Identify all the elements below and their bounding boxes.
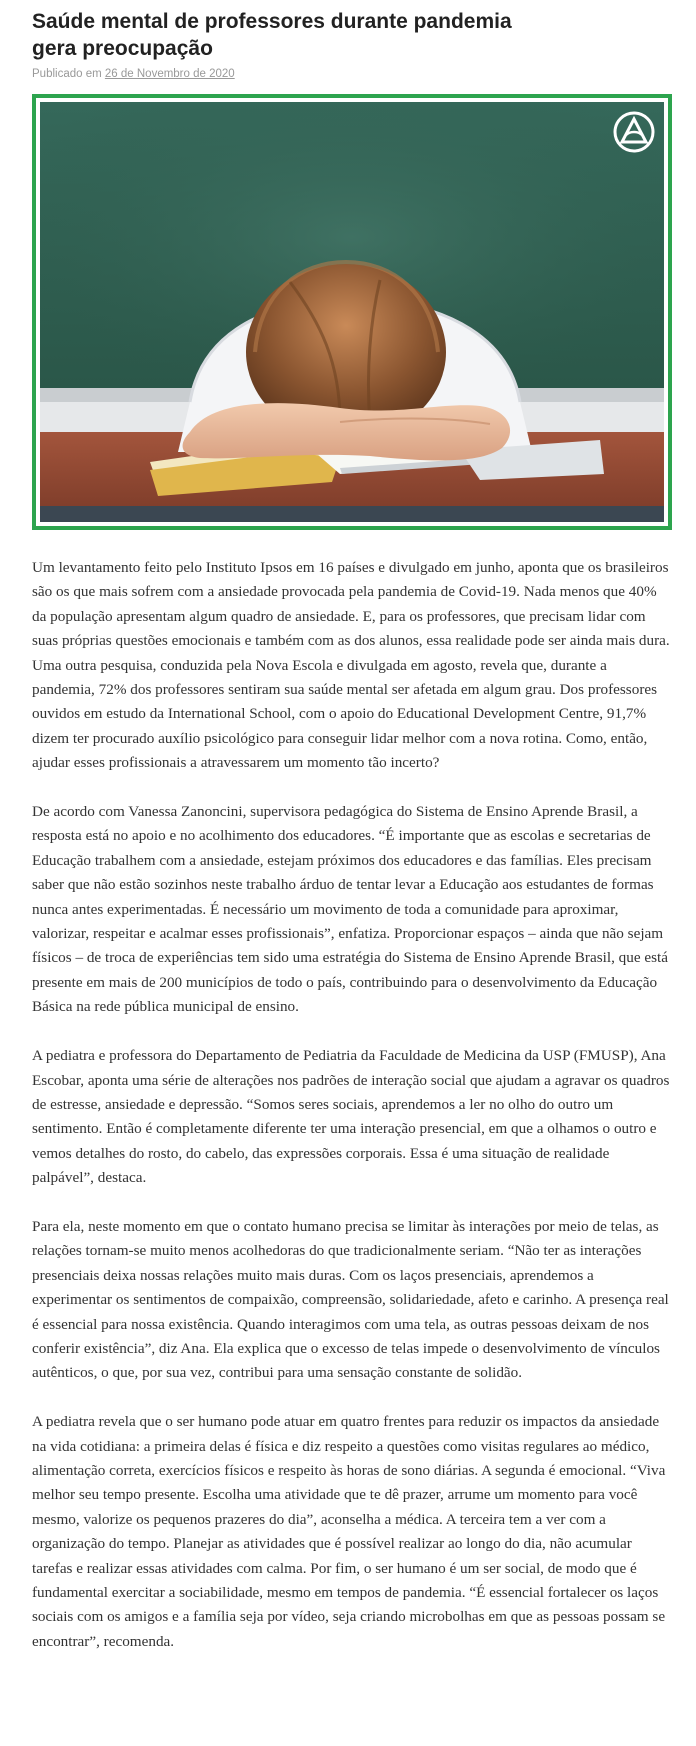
- article-body: [32, 556, 672, 1654]
- published-date-link[interactable]: 26 de Novembro de 2020: [104, 68, 235, 80]
- paragraph-2: De acordo com Vanessa Zanoncini, supervisora pedagógica do Sistema de Ensino Aprende Brasil, a resposta está no apoio e no acolhimento dos educadores. “É importante que as escolas e secretarias de Educação trabalhem com a ansiedade, estejam próximos dos educadores e das famílias. Eles precisam saber que não estão sozinhos neste trabalho árduo de tentar levar a Educação aos estudantes de formas nunca antes experimentadas. É necessário um movimento de toda a comunidade para aproximar, valorizar, respeitar e acalmar esses profissionais”, enfatiza. Proporcionar espaços – ainda que não sejam físicos – de troca de experiências tem sido uma estratégia do Sistema de Ensino Aprende Brasil, que está presente em mais de 200 municípios de todo o país, contribuindo para o desenvolvimento da Educação Básica na rede pública municipal de ensino.: [32, 803, 668, 1016]
- published-prefix: Publicado em: [32, 68, 102, 80]
- paragraph-5: A pediatra revela que o ser humano pode atuar em quatro frentes para reduzir os impactos da ansiedade na vida cotidiana: a primeira delas é física e diz respeito a questões como visitas regulares ao médico, alimentação correta, exercícios físicos e respeito às horas de sono diárias. A segunda é emocional. “Viva melhor seu tempo presente. Escolha uma atividade que te dê prazer, arrume um momento para você mesmo, valorize os pequenos prazeres do dia”, aconselha a médica. A terceira tem a ver com a organização do tempo. Planejar as atividades que é possível realizar ao longo do dia, não acumular tarefas e realizar essas atividades com calma. Por fim, o ser humano é um ser social, de modo que é fundamental exercitar a sociabilidade, mesmo em tempos de pandemia. “É essencial fortalecer os laços sociais com os amigos e a família seja por vídeo, seja criando microbolhas em que as pessoas possam se encontrar”, recomenda.: [32, 1413, 666, 1650]
- exhausted-teacher-photo: [40, 102, 664, 522]
- article: [32, 8, 672, 1679]
- a-triangle-logo: [612, 110, 656, 154]
- paragraph-1: Um levantamento feito pelo Instituto Ipsos em 16 países e divulgado em junho, aponta que os brasileiros são os que mais sofrem com a ansiedade provocada pela pandemia de Covid-19. Nada menos que 40% da população apresentam algum quadro de ansiedade. E, para os professores, que precisam lidar com suas próprias questões emocionais e também com as dos alunos, essa realidade pode ser ainda mais dura. Uma outra pesquisa, conduzida pela Nova Escola e divulgada em agosto, revela que, durante a pandemia, 72% dos professores sentiram sua saúde mental ser afetada em algum grau. Dos professores ouvidos em estudo da International School, com o apoio do Educational Development Centre, 91,7% dizem ter procurado auxílio psicológico para conseguir lidar melhor com a nova rotina. Como, então, ajudar esses profissionais a atravessarem um momento tão incerto?: [32, 559, 670, 772]
- paragraph-4: Para ela, neste momento em que o contato humano precisa se limitar às interações por meio de telas, as relações tornam-se muito menos acolhedoras do que tradicionalmente seriam. “Não ter as interações presenciais deixa nossas relações muito mais duras. Com os laços presenciais, aprendemos a experimentar os sentimentos de compaixão, compreensão, solidariedade, afeto e carinho. A presença real é essencial para nossa existência. Quando interagimos com uma tela, as outras pessoas deixam de nos conferir existência”, diz Ana. Ela explica que o excesso de telas impede o desenvolvimento de vínculos autênticos, o que, por sua vez, contribui para uma sensação constante de solidão.: [32, 1217, 669, 1382]
- article-title: Saúde mental de professores durante pandemia gera preocupação: [32, 10, 512, 60]
- paragraph-3: A pediatra e professora do Departamento de Pediatria da Faculdade de Medicina da USP (FMUSP), Ana Escobar, aponta uma série de alterações nos padrões de interação social que ajudam a agravar os quadros de estresse, ansiedade e depressão. “Somos seres sociais, aprendemos a ler no olho do outro um sentimento. Então é completamente diferente ter uma interação presencial, em que a olhamos o outro e vemos detalhes do rosto, do cabelo, das expressões corporais. Essa é uma situação de realidade palpável”, destaca.: [32, 1047, 670, 1187]
- published-meta: [32, 66, 672, 82]
- article-figure: [32, 94, 672, 530]
